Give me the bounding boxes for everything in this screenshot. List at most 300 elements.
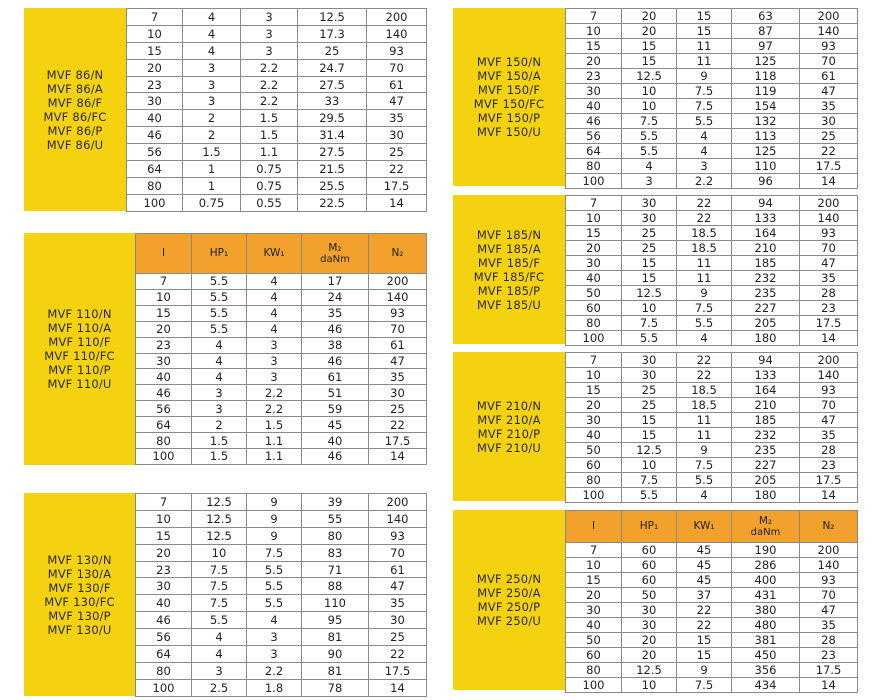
model-name: MVF 250/N	[476, 572, 542, 586]
speed-cell: 70	[800, 241, 858, 256]
ratio-cell: 40	[566, 271, 622, 286]
table-row	[127, 25, 427, 42]
kw-cell: 1.5	[247, 417, 302, 433]
torque-cell: 39	[302, 494, 369, 511]
table-row	[136, 629, 427, 646]
kw-cell: 11	[677, 39, 732, 54]
table-row	[136, 353, 427, 369]
speed-cell: 140	[367, 25, 427, 42]
model-name: MVF 250/U	[476, 614, 542, 628]
ratio-cell: 80	[566, 316, 622, 331]
speed-cell: 200	[800, 353, 858, 368]
hp-cell: 12.5	[622, 286, 677, 301]
table-row	[136, 337, 427, 353]
kw-cell: 15	[677, 633, 732, 648]
kw-cell: 3	[247, 369, 302, 385]
model-name: MVF 250/A	[477, 586, 541, 600]
torque-cell: 78	[302, 679, 369, 696]
ratio-cell: 64	[136, 646, 192, 663]
table-row	[136, 679, 427, 696]
speed-cell: 200	[367, 9, 427, 26]
table-row	[566, 9, 858, 24]
table-body	[566, 196, 858, 346]
ratio-cell: 56	[127, 144, 183, 161]
kw-cell: 2.2	[241, 93, 298, 110]
table-row	[136, 433, 427, 449]
ratio-cell: 40	[566, 99, 622, 114]
table-row	[566, 54, 858, 69]
table-row	[566, 144, 858, 159]
kw-cell: 3	[247, 353, 302, 369]
speed-cell: 93	[800, 226, 858, 241]
header-speed: N₂	[800, 511, 858, 543]
model-name: MVF 110/U	[47, 377, 112, 391]
ratio-cell: 64	[136, 417, 192, 433]
table-row	[566, 633, 858, 648]
hp-cell: 4	[183, 42, 241, 59]
speed-cell: 14	[367, 194, 427, 211]
torque-cell: 210	[732, 398, 800, 413]
block-mvf-185	[453, 195, 858, 346]
hp-cell: 3	[183, 59, 241, 76]
table-row	[566, 316, 858, 331]
table-row	[136, 662, 427, 679]
table-row	[566, 256, 858, 271]
torque-cell: 180	[732, 331, 800, 346]
ratio-cell: 60	[566, 458, 622, 473]
block-mvf-110	[24, 233, 427, 465]
model-name: MVF 150/N	[476, 55, 542, 69]
kw-cell: 3	[241, 9, 298, 26]
hp-cell: 25	[622, 398, 677, 413]
ratio-cell: 80	[136, 433, 192, 449]
torque-cell: 88	[302, 578, 369, 595]
table-row	[136, 646, 427, 663]
speed-cell: 30	[369, 385, 427, 401]
speed-cell: 30	[367, 127, 427, 144]
speed-cell: 35	[367, 110, 427, 127]
hp-cell: 30	[622, 211, 677, 226]
kw-cell: 37	[677, 588, 732, 603]
hp-cell: 15	[622, 54, 677, 69]
ratio-cell: 56	[566, 129, 622, 144]
ratio-cell: 100	[566, 488, 622, 503]
kw-cell: 9	[677, 286, 732, 301]
table-row	[566, 488, 858, 503]
table-body	[566, 353, 858, 503]
model-name: MVF 86/P	[47, 123, 103, 138]
speed-cell: 200	[800, 543, 858, 558]
ratio-cell: 23	[127, 76, 183, 93]
hp-cell: 20	[622, 9, 677, 24]
table-body	[566, 9, 858, 189]
hp-cell: 2	[183, 127, 241, 144]
torque-cell: 125	[732, 144, 800, 159]
hp-cell: 1	[183, 161, 241, 178]
speed-cell: 28	[800, 443, 858, 458]
table-row	[127, 127, 427, 144]
ratio-cell: 23	[566, 69, 622, 84]
speed-cell: 70	[800, 54, 858, 69]
model-name: MVF 210/A	[477, 412, 541, 427]
torque-cell: 80	[302, 527, 369, 544]
table-row	[136, 510, 427, 527]
speed-cell: 93	[800, 573, 858, 588]
model-name: MVF 150/U	[476, 125, 542, 139]
kw-cell: 1.1	[247, 433, 302, 449]
ratio-cell: 10	[566, 558, 622, 573]
ratio-cell: 30	[566, 413, 622, 428]
model-label-mvf-210	[453, 352, 565, 501]
kw-cell: 2.2	[241, 76, 298, 93]
ratio-cell: 50	[566, 443, 622, 458]
hp-cell: 7.5	[192, 595, 247, 612]
torque-cell: 81	[302, 629, 369, 646]
kw-cell: 1.1	[241, 144, 298, 161]
model-name: MVF 210/U	[476, 440, 542, 455]
speed-cell: 17.5	[369, 433, 427, 449]
torque-cell: 94	[732, 353, 800, 368]
speed-cell: 14	[800, 331, 858, 346]
data-table-mvf-210	[565, 352, 858, 503]
torque-cell: 190	[732, 543, 800, 558]
torque-cell: 29.5	[298, 110, 367, 127]
hp-cell: 4	[192, 646, 247, 663]
table-row	[566, 331, 858, 346]
hp-cell: 7.5	[622, 473, 677, 488]
torque-cell: 55	[302, 510, 369, 527]
hp-cell: 0.75	[183, 194, 241, 211]
torque-cell: 235	[732, 286, 800, 301]
torque-cell: 12.5	[298, 9, 367, 26]
hp-cell: 20	[622, 648, 677, 663]
kw-cell: 22	[677, 603, 732, 618]
speed-cell: 35	[369, 595, 427, 612]
block-mvf-210	[453, 352, 858, 503]
ratio-cell: 20	[127, 59, 183, 76]
hp-cell: 1.5	[192, 448, 247, 464]
ratio-cell: 30	[566, 84, 622, 99]
hp-cell: 25	[622, 241, 677, 256]
kw-cell: 45	[677, 543, 732, 558]
speed-cell: 93	[800, 39, 858, 54]
data-table-mvf-185	[565, 195, 858, 346]
model-name: MVF 110/N	[47, 307, 112, 321]
hp-cell: 7.5	[622, 114, 677, 129]
hp-cell: 4	[192, 337, 247, 353]
ratio-cell: 50	[566, 286, 622, 301]
model-label-mvf-86	[24, 8, 126, 211]
torque-cell: 356	[732, 663, 800, 678]
table-row	[136, 385, 427, 401]
torque-cell: 95	[302, 612, 369, 629]
speed-cell: 17.5	[800, 316, 858, 331]
ratio-cell: 20	[566, 588, 622, 603]
speed-cell: 140	[800, 368, 858, 383]
ratio-cell: 80	[566, 663, 622, 678]
torque-cell: 38	[302, 337, 369, 353]
torque-cell: 227	[732, 458, 800, 473]
data-table-mvf-130	[135, 493, 427, 697]
model-name: MVF 110/P	[48, 363, 111, 377]
table-row	[136, 544, 427, 561]
torque-cell: 119	[732, 84, 800, 99]
hp-cell: 5.5	[192, 289, 247, 305]
data-table-mvf-150	[565, 8, 858, 189]
torque-cell: 434	[732, 678, 800, 693]
kw-cell: 9	[677, 663, 732, 678]
speed-cell: 14	[800, 488, 858, 503]
table-row	[566, 398, 858, 413]
table-row	[566, 301, 858, 316]
hp-cell: 7.5	[192, 561, 247, 578]
ratio-cell: 15	[136, 527, 192, 544]
data-table-mvf-250	[565, 510, 858, 693]
speed-cell: 200	[369, 274, 427, 290]
speed-cell: 25	[800, 129, 858, 144]
ratio-cell: 7	[566, 543, 622, 558]
speed-cell: 14	[369, 448, 427, 464]
table-row	[566, 383, 858, 398]
kw-cell: 0.75	[241, 177, 298, 194]
table-row	[136, 417, 427, 433]
ratio-cell: 15	[127, 42, 183, 59]
hp-cell: 15	[622, 271, 677, 286]
ratio-cell: 10	[566, 368, 622, 383]
torque-cell: 227	[732, 301, 800, 316]
model-name: MVF 185/A	[477, 241, 541, 256]
table-row	[566, 129, 858, 144]
speed-cell: 61	[367, 76, 427, 93]
ratio-cell: 64	[127, 161, 183, 178]
torque-cell: 94	[732, 196, 800, 211]
speed-cell: 17.5	[369, 662, 427, 679]
speed-cell: 93	[367, 42, 427, 59]
table-row	[127, 194, 427, 211]
table-row	[566, 618, 858, 633]
speed-cell: 22	[369, 646, 427, 663]
table-row	[566, 368, 858, 383]
model-label-mvf-185	[453, 195, 565, 344]
speed-cell: 47	[367, 93, 427, 110]
hp-cell: 12.5	[192, 527, 247, 544]
hp-cell: 5.5	[622, 129, 677, 144]
model-label-mvf-110	[24, 233, 135, 465]
header-speed: N₂	[369, 234, 427, 274]
table-row	[566, 84, 858, 99]
speed-cell: 17.5	[800, 663, 858, 678]
kw-cell: 1.8	[247, 679, 302, 696]
torque-cell: 110	[732, 159, 800, 174]
kw-cell: 1.5	[241, 110, 298, 127]
torque-cell: 480	[732, 618, 800, 633]
hp-cell: 7.5	[192, 578, 247, 595]
block-mvf-86	[24, 8, 427, 212]
torque-cell: 31.4	[298, 127, 367, 144]
torque-cell: 87	[732, 24, 800, 39]
speed-cell: 28	[800, 633, 858, 648]
speed-cell: 35	[800, 99, 858, 114]
kw-cell: 9	[677, 69, 732, 84]
table-row	[566, 443, 858, 458]
torque-cell: 59	[302, 401, 369, 417]
kw-cell: 9	[247, 494, 302, 511]
data-table-mvf-86	[126, 8, 427, 212]
speed-cell: 35	[369, 369, 427, 385]
ratio-cell: 60	[566, 648, 622, 663]
table-row	[566, 558, 858, 573]
model-name: MVF 130/U	[47, 622, 112, 637]
table-row	[566, 588, 858, 603]
torque-cell: 113	[732, 129, 800, 144]
kw-cell: 5.5	[677, 114, 732, 129]
header-row	[136, 234, 427, 274]
header-hp: HP₁	[192, 234, 247, 274]
table-row	[127, 42, 427, 59]
torque-cell: 235	[732, 443, 800, 458]
torque-cell: 133	[732, 368, 800, 383]
speed-cell: 30	[800, 114, 858, 129]
table-row	[566, 99, 858, 114]
table-body	[566, 543, 858, 693]
table-row	[566, 159, 858, 174]
table-row	[136, 561, 427, 578]
kw-cell: 7.5	[677, 458, 732, 473]
torque-cell: 185	[732, 413, 800, 428]
kw-cell: 2.2	[247, 662, 302, 679]
torque-cell: 125	[732, 54, 800, 69]
hp-cell: 5.5	[622, 331, 677, 346]
kw-cell: 15	[677, 648, 732, 663]
ratio-cell: 50	[566, 633, 622, 648]
speed-cell: 25	[367, 144, 427, 161]
torque-cell: 164	[732, 383, 800, 398]
hp-cell: 60	[622, 573, 677, 588]
kw-cell: 5.5	[247, 595, 302, 612]
ratio-cell: 30	[566, 603, 622, 618]
ratio-cell: 80	[566, 473, 622, 488]
ratio-cell: 80	[127, 177, 183, 194]
torque-cell: 40	[302, 433, 369, 449]
ratio-cell: 80	[566, 159, 622, 174]
ratio-cell: 30	[136, 353, 192, 369]
kw-cell: 15	[677, 24, 732, 39]
ratio-cell: 30	[127, 93, 183, 110]
kw-cell: 3	[241, 42, 298, 59]
kw-cell: 18.5	[677, 241, 732, 256]
model-name: MVF 130/P	[48, 608, 111, 623]
kw-cell: 18.5	[677, 226, 732, 241]
speed-cell: 35	[800, 618, 858, 633]
table-row	[127, 144, 427, 161]
kw-cell: 2.2	[677, 174, 732, 189]
hp-cell: 1.5	[183, 144, 241, 161]
model-name: MVF 110/F	[48, 335, 111, 349]
kw-cell: 4	[247, 289, 302, 305]
hp-cell: 10	[622, 458, 677, 473]
kw-cell: 7.5	[677, 301, 732, 316]
ratio-cell: 64	[566, 144, 622, 159]
ratio-cell: 15	[136, 305, 192, 321]
table-row	[566, 39, 858, 54]
ratio-cell: 30	[136, 578, 192, 595]
hp-cell: 12.5	[622, 443, 677, 458]
kw-cell: 22	[677, 211, 732, 226]
hp-cell: 10	[622, 84, 677, 99]
torque-cell: 25.5	[298, 177, 367, 194]
hp-cell: 4	[192, 629, 247, 646]
hp-cell: 10	[622, 301, 677, 316]
table-row	[566, 473, 858, 488]
ratio-cell: 40	[566, 618, 622, 633]
table-row	[136, 578, 427, 595]
speed-cell: 22	[367, 161, 427, 178]
torque-cell: 22.5	[298, 194, 367, 211]
table-row	[127, 59, 427, 76]
ratio-cell: 7	[127, 9, 183, 26]
torque-cell: 25	[298, 42, 367, 59]
hp-cell: 2	[192, 417, 247, 433]
ratio-cell: 10	[127, 25, 183, 42]
hp-cell: 4	[622, 159, 677, 174]
torque-cell: 96	[732, 174, 800, 189]
torque-cell: 35	[302, 305, 369, 321]
torque-cell: 63	[732, 9, 800, 24]
kw-cell: 0.55	[241, 194, 298, 211]
table-row	[566, 241, 858, 256]
kw-cell: 4	[247, 612, 302, 629]
kw-cell: 45	[677, 573, 732, 588]
kw-cell: 4	[677, 488, 732, 503]
ratio-cell: 100	[136, 448, 192, 464]
kw-cell: 4	[677, 129, 732, 144]
torque-cell: 21.5	[298, 161, 367, 178]
hp-cell: 15	[622, 39, 677, 54]
hp-cell: 30	[622, 368, 677, 383]
hp-cell: 3	[192, 401, 247, 417]
table-row	[127, 177, 427, 194]
ratio-cell: 100	[566, 678, 622, 693]
hp-cell: 3	[183, 76, 241, 93]
speed-cell: 14	[800, 174, 858, 189]
ratio-cell: 100	[127, 194, 183, 211]
table-row	[136, 527, 427, 544]
ratio-cell: 7	[136, 274, 192, 290]
torque-cell: 27.5	[298, 144, 367, 161]
ratio-cell: 80	[136, 662, 192, 679]
ratio-cell: 23	[136, 337, 192, 353]
model-name: MVF 185/N	[476, 227, 542, 242]
hp-cell: 20	[622, 24, 677, 39]
ratio-cell: 23	[136, 561, 192, 578]
speed-cell: 14	[800, 678, 858, 693]
speed-cell: 23	[800, 458, 858, 473]
header-torque-unit: daNm	[320, 253, 350, 265]
ratio-cell: 30	[566, 256, 622, 271]
hp-cell: 25	[622, 383, 677, 398]
torque-cell: 133	[732, 211, 800, 226]
model-name: MVF 150/F	[477, 83, 541, 97]
kw-cell: 7.5	[677, 99, 732, 114]
ratio-cell: 7	[566, 353, 622, 368]
torque-cell: 164	[732, 226, 800, 241]
table-row	[566, 69, 858, 84]
speed-cell: 70	[800, 588, 858, 603]
speed-cell: 70	[369, 321, 427, 337]
ratio-cell: 10	[136, 510, 192, 527]
kw-cell: 1.1	[247, 448, 302, 464]
hp-cell: 30	[622, 196, 677, 211]
